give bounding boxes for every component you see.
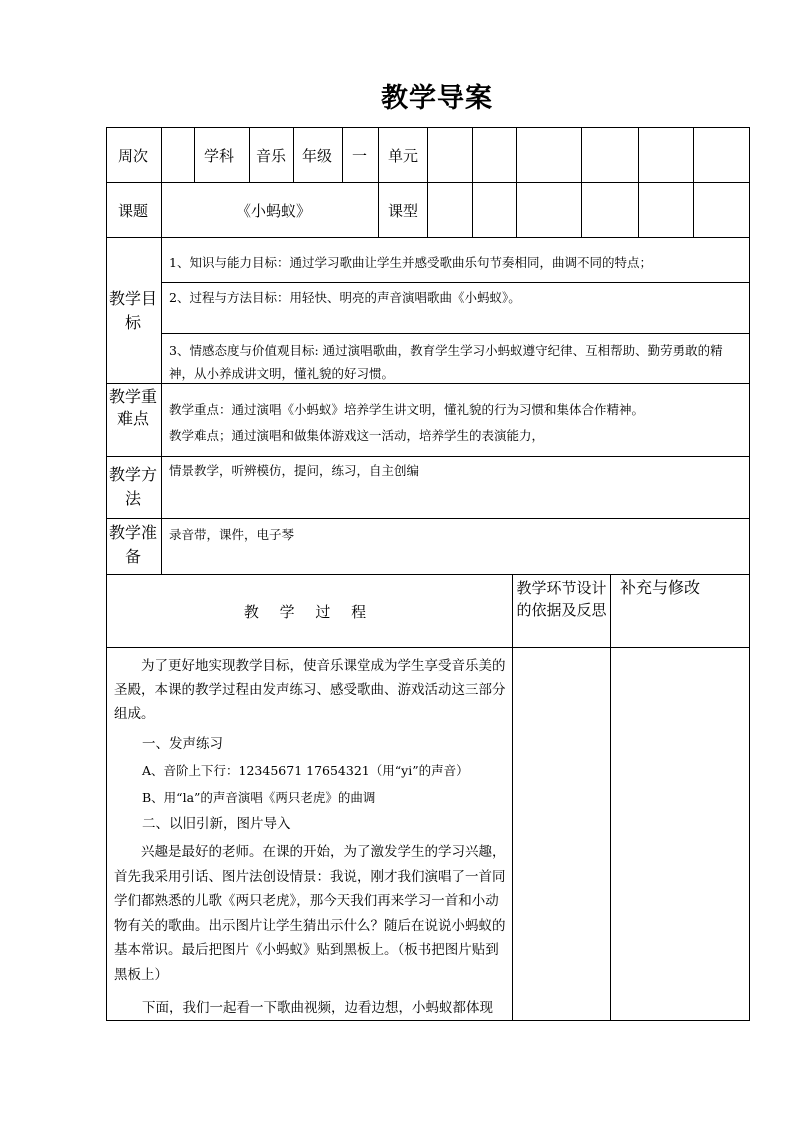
subject-value: 音乐	[256, 147, 287, 165]
process-step-b: B、用“la”的声音演唱《两只老虎》的曲调	[142, 790, 376, 805]
objective-item-1: 1、知识与能力目标：通过学习歌曲让学生并感受歌曲乐句节奏相同，曲调不同的特点；	[169, 255, 652, 270]
preparation-label: 教学准备	[108, 523, 157, 566]
key-points-label: 教学重难点	[108, 387, 157, 428]
objective-item-3: 3、情感态度与价值观目标: 通过演唱歌曲，教育学生学习小蚂蚁遵守纪律、互相帮助、勤劳勇敢的精神，从小养成讲文明，懂礼貌的好习惯。	[169, 343, 723, 381]
topic-label: 课题	[118, 202, 149, 220]
unit-label: 单元	[388, 147, 419, 165]
document-title: 教学导案	[381, 83, 493, 114]
supplement-header: 补充与修改	[620, 578, 701, 597]
objectives-label: 教学目标	[108, 289, 157, 332]
process-heading-1: 一、发声练习	[142, 736, 223, 752]
process-paragraph: 兴趣是最好的老师。在课的开始，为了激发学生的学习兴趣，首先我采用引话、图片法创设情景：我说，刚才我们演唱了一首同学们都熟悉的儿歌《两只老虎》，那今天我们再来学习一首和小动物有关的歌曲。出示图片让学生猜出示什么？随后在说说小蚂蚁的基本常识。最后把图片《小蚂蚁》贴到黑板上。（板书把图片贴到黑板上）	[114, 844, 506, 983]
methods-value: 情景教学，听辨模仿，提问，练习，自主创编	[169, 463, 420, 478]
process-heading-2: 二、以旧引新，图片导入	[142, 816, 291, 832]
key-point-difficulty: 教学难点；通过演唱和做集体游戏这一活动，培养学生的表演能力，	[169, 428, 545, 443]
objective-item-2: 2、过程与方法目标：用轻快、明亮的声音演唱歌曲《小蚂蚁》。	[169, 290, 521, 305]
process-header: 教 学 过 程	[243, 603, 375, 621]
topic-value: 《小蚂蚁》	[236, 202, 312, 220]
grade-value: 一	[352, 147, 368, 165]
week-label: 周次	[118, 147, 149, 165]
process-paragraph: 为了更好地实现教学目标，使音乐课堂成为学生享受音乐美的圣殿，本课的教学过程由发声练习、感受歌曲、游戏活动这三部分组成。	[114, 658, 506, 722]
preparation-value: 录音带，课件，电子琴	[169, 527, 295, 542]
process-step-a: A、音阶上下行：12345671 17654321（用“yi”的声音）	[142, 763, 469, 778]
process-paragraph: 下面，我们一起看一下歌曲视频，边看边想，小蚂蚁都体现	[142, 1000, 493, 1016]
design-basis-header: 教学环节设计的依据及反思	[516, 579, 607, 619]
methods-label: 教学方法	[108, 465, 157, 508]
key-point-focus: 教学重点：通过演唱《小蚂蚁》培养学生讲文明，懂礼貌的行为习惯和集体合作精神。	[169, 402, 645, 417]
grade-label: 年级	[302, 147, 333, 165]
type-label: 课型	[388, 202, 419, 220]
subject-label: 学科	[204, 147, 235, 165]
